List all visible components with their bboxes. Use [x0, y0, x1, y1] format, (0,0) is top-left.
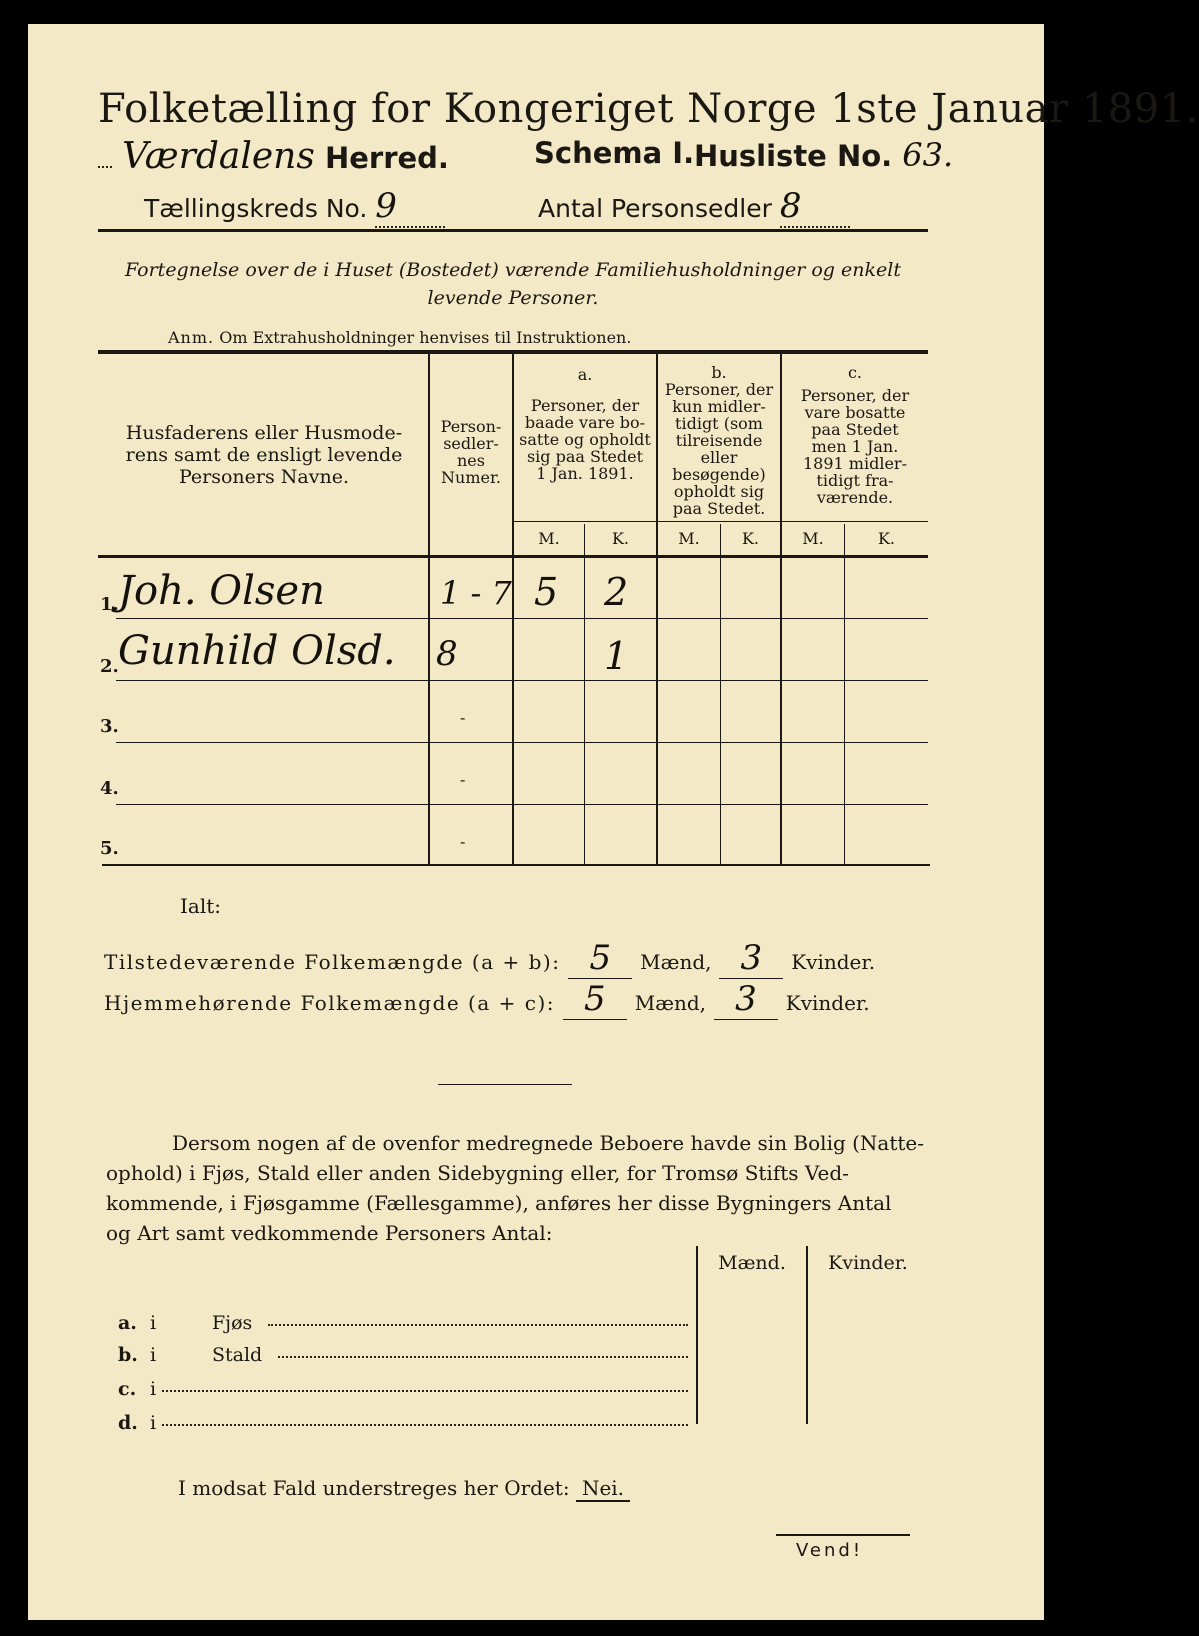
hjemme-line	[104, 979, 934, 1020]
b-m-label: M.	[678, 529, 700, 548]
table-row	[100, 750, 930, 812]
schema-label: Schema I.	[534, 136, 695, 170]
hjemme-maend: 5	[563, 979, 627, 1020]
row-name: Gunhild Olsd.	[118, 628, 396, 674]
anm-label: Anm.	[168, 328, 215, 347]
husliste-value: 63.	[902, 136, 954, 174]
buildings-maend-header: Mænd.	[718, 1252, 786, 1274]
c-k-label: K.	[877, 529, 896, 548]
hjemme-kvinder: 3	[714, 979, 778, 1020]
section-divider	[438, 1084, 572, 1085]
row-numer: 1 - 7	[440, 574, 512, 612]
header-rule	[98, 229, 928, 232]
form-title: Folketælling for Kongeriget Norge 1ste Januar 1891.	[98, 86, 1199, 132]
building-row: b. i Stald	[118, 1344, 688, 1370]
row-number: 4.	[100, 778, 119, 799]
taellingskreds-value: 9	[375, 186, 445, 228]
col-header-numer: Person- sedler- nes Numer.	[440, 417, 502, 487]
subtitle	[98, 256, 928, 312]
row-a-m: 5	[534, 570, 559, 614]
anm-text: Om Extrahusholdninger henvises til Instruktionen.	[219, 328, 632, 347]
col-header-b: b. Personer, der kun midler- tidigt (som tilreisende eller besøgende) opholdt sig paa Stedet.	[664, 363, 774, 518]
row-numer: -	[460, 708, 466, 727]
buildings-kvinder-header: Kvinder.	[828, 1252, 908, 1274]
tilstede-kvinder: 3	[719, 938, 783, 979]
table-row	[100, 564, 930, 626]
row-a-k: 2	[604, 570, 629, 614]
tilstede-maend: 5	[568, 938, 632, 979]
tilstede-line	[104, 938, 934, 979]
c-m-label: M.	[802, 529, 824, 548]
personsedler-value: 8	[780, 186, 850, 228]
nei-word: Nei.	[576, 1476, 630, 1502]
row-number: 2.	[100, 656, 119, 677]
herred-value: Værdalens	[122, 136, 315, 177]
anm-note	[168, 328, 631, 347]
a-m-label: M.	[538, 529, 560, 548]
building-row: d. i	[118, 1412, 688, 1438]
hjemme-kvinder-label: Kvinder.	[785, 991, 870, 1015]
row-name: Joh. Olsen	[118, 568, 325, 614]
husliste-label: Husliste No.	[694, 139, 893, 173]
modsat-text: I modsat Fald understreges her Ordet:	[178, 1476, 570, 1500]
modsat-line	[178, 1476, 630, 1500]
personsedler-line	[538, 186, 850, 228]
subtitle-line2: levende Personer.	[427, 287, 599, 309]
tilstede-maend-label: Mænd,	[640, 950, 712, 974]
taellingskreds-label: Tællingskreds No.	[144, 194, 368, 223]
col-header-a: a. Personer, der baade vare bo- satte og opholdt sig paa Stedet 1 Jan. 1891.	[519, 365, 651, 483]
row-numer: -	[460, 770, 466, 789]
ialt-label: Ialt:	[180, 894, 221, 918]
row-numer: -	[460, 832, 466, 851]
row-a-k: 1	[604, 634, 629, 678]
hjemme-maend-label: Mænd,	[634, 991, 707, 1015]
tilstede-label: Tilstedeværende Folkemængde (a + b):	[104, 950, 561, 974]
tilstede-kvinder-label: Kvinder.	[791, 950, 876, 974]
hjemme-label: Hjemmehørende Folkemængde (a + c):	[104, 991, 555, 1015]
subtitle-line1: Fortegnelse over de i Huset (Bostedet) værende Familiehusholdninger og enkelt	[125, 259, 901, 281]
b-k-label: K.	[741, 529, 760, 548]
table-bottom-rule	[102, 864, 930, 866]
husliste-line	[694, 136, 953, 174]
table-row	[100, 688, 930, 750]
personsedler-label: Antal Personsedler	[538, 194, 772, 223]
row-number: 1.	[100, 594, 119, 615]
herred-label: Herred.	[324, 141, 449, 175]
bolig-paragraph: Dersom nogen af de ovenfor medregnede Beboere havde sin Bolig (Natte- ophold) i Fjøs, Stald eller anden Sidebygning eller, for Tromsø Stifts Ved- kommende, i Fjøsgamme (Fællesgamme), anføres her disse Bygningers Antal og Art samt vedkommende Personers Antal:	[106, 1131, 925, 1245]
census-form	[28, 24, 1199, 1620]
row-numer: 8	[436, 634, 458, 674]
row-number: 3.	[100, 716, 119, 737]
col-header-c: c. Personer, der vare bosatte paa Stedet men 1 Jan. 1891 midler- tidigt fra- værende.	[800, 363, 910, 507]
col-header-names: Husfaderens eller Husmode- rens samt de ensligt levende Personers Navne.	[125, 422, 403, 488]
building-row: a. i Fjøs	[118, 1312, 688, 1338]
mk-rule	[514, 521, 928, 522]
a-k-label: K.	[611, 529, 630, 548]
vend-rule	[776, 1534, 910, 1536]
table-row	[100, 812, 930, 864]
table-row	[100, 626, 930, 688]
taellingskreds-line	[144, 186, 445, 228]
row-number: 5.	[100, 838, 119, 859]
vend-label: Vend!	[796, 1540, 864, 1561]
building-row: c. i	[118, 1378, 688, 1404]
herred-line	[98, 136, 449, 177]
